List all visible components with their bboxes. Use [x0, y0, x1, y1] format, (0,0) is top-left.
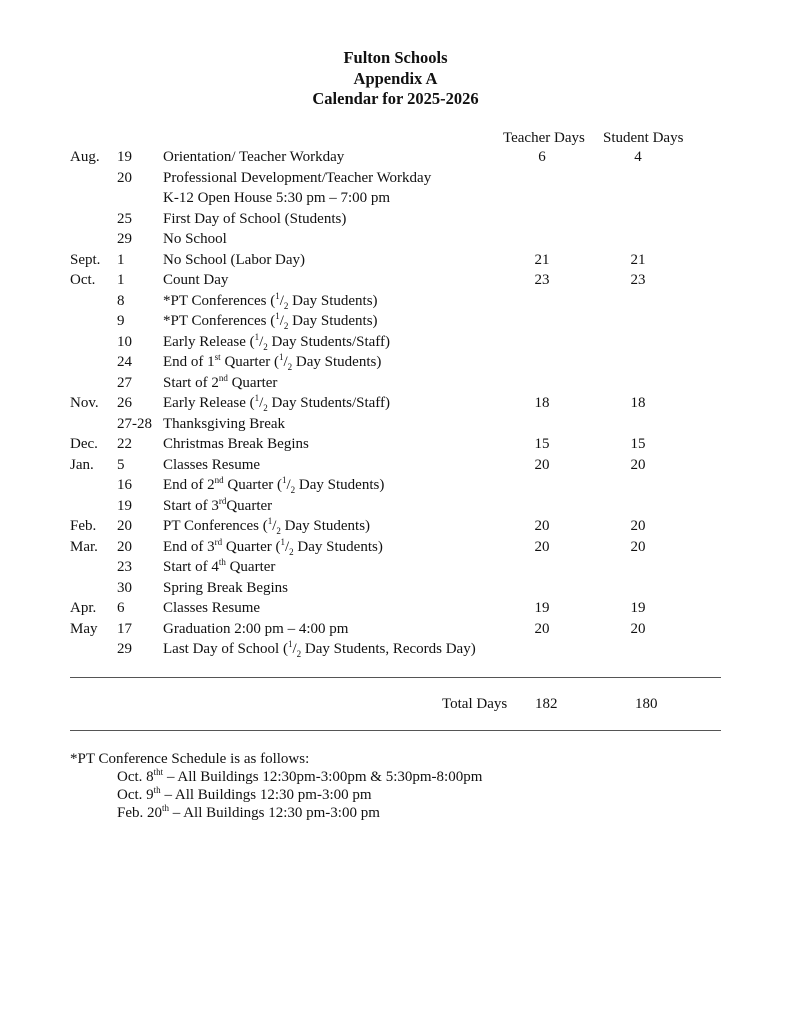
day-label: 6: [117, 600, 125, 616]
calendar-row: [0, 188, 791, 208]
day-label: 20: [117, 539, 132, 555]
calendar-row: [0, 434, 791, 454]
day-label: 29: [117, 641, 132, 657]
event-label: No School (Labor Day): [163, 252, 306, 268]
event-text: *PT Conferences (: [163, 313, 276, 329]
student-days-value: 18: [630, 395, 646, 411]
event-text: Day Students): [292, 354, 382, 370]
event-label: [163, 393, 390, 413]
event-label: Christmas Break Begins: [163, 436, 309, 452]
calendar-title: Calendar for 2025-2026: [312, 89, 479, 108]
teacher-days-value: 20: [534, 457, 550, 473]
fraction-slash: /: [279, 293, 284, 309]
event-text: Quarter: [226, 498, 273, 514]
fraction-denominator: 2: [283, 321, 289, 331]
fraction-slash: /: [272, 518, 277, 534]
month-label: Feb.: [70, 518, 97, 534]
calendar-row: [0, 229, 791, 249]
month-label: Dec.: [70, 436, 98, 452]
fraction-slash: /: [259, 395, 264, 411]
fraction-denominator: 2: [283, 301, 289, 311]
event-label: [163, 537, 383, 557]
teacher-days-value: 20: [534, 621, 550, 637]
event-label: Graduation 2:00 pm – 4:00 pm: [163, 621, 349, 637]
ordinal-suffix: th: [218, 557, 226, 567]
appendix-title: Appendix A: [353, 68, 438, 88]
month-label: May: [70, 621, 98, 637]
student-days-value: 15: [630, 436, 646, 452]
event-label: [163, 639, 476, 659]
calendar-row: [0, 270, 791, 290]
month-label: Oct.: [70, 272, 96, 288]
day-label: 8: [117, 293, 125, 309]
event-text: Quarter: [225, 559, 276, 575]
schedule-date: Oct. 8: [117, 769, 154, 785]
event-label: No School: [163, 231, 227, 247]
day-label: 27-28: [117, 416, 152, 432]
student-days-value: 20: [630, 457, 646, 473]
day-label: 9: [117, 313, 125, 329]
ordinal-suffix: st: [214, 352, 221, 362]
fraction-denominator: 2: [287, 362, 293, 372]
teacher-days-value: 15: [534, 436, 550, 452]
calendar-row: [0, 598, 791, 618]
day-label: 25: [117, 211, 132, 227]
fraction-denominator: 2: [289, 547, 294, 557]
event-label: K-12 Open House 5:30 pm – 7:00 pm: [163, 190, 391, 206]
fraction-numerator: 1: [254, 393, 260, 403]
event-label: [163, 516, 370, 536]
event-label: Thanksgiving Break: [163, 416, 286, 432]
calendar-row: [0, 537, 791, 557]
fraction-slash: /: [284, 539, 290, 555]
event-label: Classes Resume: [163, 600, 261, 616]
total-teacher-days: 182: [535, 696, 558, 712]
teacher-days-value: 18: [534, 395, 550, 411]
schedule-date: Oct. 9: [117, 787, 154, 803]
day-label: 10: [117, 334, 132, 350]
total-student-days: 180: [635, 696, 658, 712]
calendar-row: [0, 332, 791, 352]
teacher-days-value: 23: [534, 272, 550, 288]
calendar-row: [0, 496, 791, 516]
fraction-denominator: 2: [290, 485, 296, 495]
fraction-numerator: 1: [267, 516, 273, 526]
total-days-label: Total Days: [442, 696, 508, 712]
event-text: Start of 2: [163, 375, 219, 391]
teacher-days-value: 19: [534, 600, 550, 616]
month-label: Aug.: [70, 149, 100, 165]
student-days-value: 20: [630, 539, 646, 555]
schedule-line: [117, 804, 380, 822]
fraction-numerator: 1: [279, 352, 284, 362]
calendar-row: [0, 557, 791, 577]
event-text: Early Release (: [163, 334, 255, 350]
event-text: PT Conferences (: [163, 518, 268, 534]
event-label: [163, 291, 378, 311]
ordinal-suffix: nd: [214, 475, 224, 485]
student-days-value: 21: [630, 252, 646, 268]
event-text: End of 2: [163, 477, 215, 493]
month-label: Jan.: [70, 457, 94, 473]
fraction-slash: /: [279, 313, 284, 329]
event-label: First Day of School (Students): [163, 211, 347, 227]
divider-bottom: [70, 730, 721, 731]
schedule-line: [117, 768, 482, 786]
fraction-numerator: 1: [280, 537, 285, 547]
event-text: Quarter (: [222, 539, 281, 555]
student-days-value: 20: [630, 518, 646, 534]
calendar-row: [0, 250, 791, 270]
event-text: Start of 3: [163, 498, 219, 514]
student-days-value: 4: [634, 149, 642, 165]
event-label: [163, 311, 378, 331]
month-label: Sept.: [70, 252, 101, 268]
teacher-days-value: 20: [534, 518, 550, 534]
day-label: 24: [117, 354, 132, 370]
event-label: Count Day: [163, 272, 229, 288]
event-text: Early Release (: [163, 395, 255, 411]
calendar-row: [0, 475, 791, 495]
teacher-days-value: 20: [534, 539, 550, 555]
calendar-row: [0, 393, 791, 413]
pt-conference-note: *PT Conference Schedule is as follows:: [70, 751, 310, 767]
month-label: Mar.: [70, 539, 98, 555]
fraction-numerator: 1: [275, 311, 280, 321]
teacher-days-value: 6: [538, 149, 546, 165]
student-days-value: 20: [630, 621, 646, 637]
day-label: 22: [117, 436, 132, 452]
month-label: Apr.: [70, 600, 97, 616]
day-label: 27: [117, 375, 132, 391]
day-label: 1: [117, 252, 125, 268]
student-days-value: 19: [630, 600, 646, 616]
event-label: [163, 332, 390, 352]
ordinal-suffix: rd: [214, 537, 223, 547]
event-text: Day Students/Staff): [267, 334, 391, 350]
event-text: Day Students): [288, 293, 378, 309]
schedule-suffix: th: [162, 803, 170, 813]
day-label: 19: [117, 149, 132, 165]
event-label: [163, 352, 381, 372]
event-text: Day Students): [280, 518, 371, 534]
schedule-suffix: tht: [153, 767, 164, 777]
fraction-denominator: 2: [276, 526, 281, 536]
schedule-date: Feb. 20: [117, 805, 162, 821]
fraction-numerator: 1: [287, 639, 293, 649]
event-text: Quarter: [227, 375, 278, 391]
calendar-row: [0, 373, 791, 393]
fraction-denominator: 2: [296, 649, 302, 659]
calendar-row: [0, 291, 791, 311]
day-label: 1: [117, 272, 125, 288]
calendar-row: [0, 619, 791, 639]
event-text: Day Students): [288, 313, 378, 329]
fraction-slash: /: [292, 641, 297, 657]
event-label: Classes Resume: [163, 457, 261, 473]
day-label: 16: [117, 477, 132, 493]
calendar-row: [0, 414, 791, 434]
event-label: [163, 475, 384, 495]
document-header: [0, 48, 791, 110]
day-label: 20: [117, 518, 132, 534]
ordinal-suffix: rd: [218, 496, 227, 506]
calendar-row: [0, 352, 791, 372]
event-label: Spring Break Begins: [163, 580, 288, 596]
teacher-days-value: 21: [534, 252, 550, 268]
fraction-slash: /: [283, 354, 288, 370]
fraction-numerator: 1: [281, 475, 287, 485]
calendar-row: [0, 516, 791, 536]
fraction-numerator: 1: [275, 291, 280, 301]
event-text: *PT Conferences (: [163, 293, 276, 309]
event-text: Last Day of School (: [163, 641, 288, 657]
divider-top: [70, 677, 721, 678]
event-text: Quarter (: [220, 354, 279, 370]
schedule-detail: – All Buildings 12:30pm-3:00pm & 5:30pm-8:00pm: [163, 769, 483, 785]
event-text: Day Students): [295, 477, 385, 493]
student-days-header: Student Days: [603, 130, 684, 146]
day-label: 20: [117, 170, 132, 186]
student-days-value: 23: [630, 272, 646, 288]
day-label: 26: [117, 395, 132, 411]
month-label: Nov.: [70, 395, 99, 411]
calendar-row: [0, 168, 791, 188]
event-text: Day Students/Staff): [267, 395, 391, 411]
event-label: [163, 496, 272, 516]
event-text: Day Students): [293, 539, 383, 555]
calendar-row: [0, 209, 791, 229]
fraction-numerator: 1: [254, 332, 260, 342]
day-label: 17: [117, 621, 132, 637]
calendar-row: [0, 455, 791, 475]
day-label: 30: [117, 580, 132, 596]
calendar-row: [0, 578, 791, 598]
fraction-slash: /: [259, 334, 264, 350]
ordinal-suffix: nd: [218, 373, 228, 383]
event-text: Start of 4: [163, 559, 219, 575]
event-text: End of 1: [163, 354, 215, 370]
calendar-row: [0, 147, 791, 167]
day-label: 29: [117, 231, 132, 247]
event-text: End of 3: [163, 539, 215, 555]
day-label: 5: [117, 457, 125, 473]
event-label: [163, 557, 275, 577]
calendar-row: [0, 639, 791, 659]
school-name: Fulton Schools: [343, 48, 448, 67]
teacher-days-header: Teacher Days: [503, 130, 585, 146]
schedule-detail: – All Buildings 12:30 pm-3:00 pm: [160, 787, 372, 803]
schedule-suffix: th: [153, 785, 161, 795]
event-label: Orientation/ Teacher Workday: [163, 149, 345, 165]
day-label: 23: [117, 559, 132, 575]
fraction-denominator: 2: [263, 403, 268, 413]
schedule-detail: – All Buildings 12:30 pm-3:00 pm: [169, 805, 380, 821]
event-text: Quarter (: [223, 477, 282, 493]
event-label: [163, 373, 277, 393]
day-label: 19: [117, 498, 132, 514]
event-label: Professional Development/Teacher Workday: [163, 170, 432, 186]
schedule-line: [117, 786, 372, 804]
fraction-slash: /: [286, 477, 291, 493]
calendar-row: [0, 311, 791, 331]
fraction-denominator: 2: [263, 342, 268, 352]
event-text: Day Students, Records Day): [301, 641, 476, 657]
